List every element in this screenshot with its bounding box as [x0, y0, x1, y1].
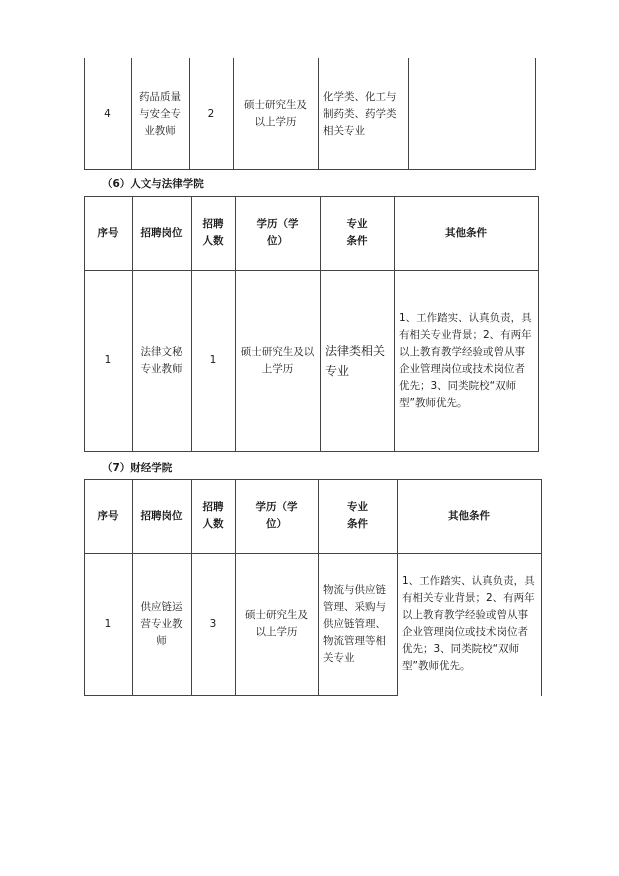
- row-seq: 1: [104, 354, 112, 366]
- header-count: 招聘人数: [202, 218, 224, 247]
- row-other: 1、工作踏实、认真负责，具有相关专业背景；2、有两年以上教育教学经验或曾从事企业管理岗位或技术岗位者优先；3、同类院校“双师型”教师优先。: [399, 311, 532, 409]
- row-count: 3: [209, 617, 217, 630]
- header-position: 招聘岗位: [140, 509, 183, 522]
- row-seq: 1: [104, 617, 112, 630]
- row-position: 供应链运营专业教师: [140, 600, 183, 647]
- header-major: 专业条件: [346, 218, 368, 247]
- row-major: 化学类、化工与制药类、药学类相关专业: [323, 90, 397, 137]
- row-major: 法律类相关专业: [325, 343, 386, 378]
- row-count: 1: [209, 354, 217, 366]
- row-major: 物流与供应链管理、采购与供应链管理、物流管理等相关专业: [323, 583, 386, 664]
- header-count: 招聘人数: [202, 501, 224, 530]
- row-seq: 4: [104, 107, 111, 120]
- row-other: 1、工作踏实、认真负责，具有相关专业背景；2、有两年以上教育教学经验或曾从事企业管理岗位或技术岗位者优先；3、同类院校“双师型”教师优先。: [402, 575, 535, 672]
- row-education: 硕士研究生及以上学历: [244, 99, 307, 128]
- header-seq: 序号: [97, 226, 119, 239]
- header-major: 专业条件: [347, 501, 368, 530]
- header-education: 学历（学位）: [255, 501, 298, 530]
- row-education: 硕士研究生及以上学历: [240, 345, 315, 375]
- header-other: 其他条件: [445, 226, 487, 239]
- header-education: 学历（学位）: [256, 218, 299, 247]
- header-position: 招聘岗位: [140, 226, 183, 239]
- header-other: 其他条件: [448, 509, 490, 522]
- section-title-6: （6）人文与法律学院: [102, 178, 204, 190]
- section-title-7: （7）财经学院: [102, 462, 173, 474]
- row-position: 法律文秘专业教师: [140, 345, 183, 375]
- row-education: 硕士研究生及以上学历: [245, 609, 308, 638]
- row-count: 2: [207, 107, 215, 120]
- header-seq: 序号: [97, 509, 119, 522]
- row-position: 药品质量与安全专业教师: [139, 90, 181, 137]
